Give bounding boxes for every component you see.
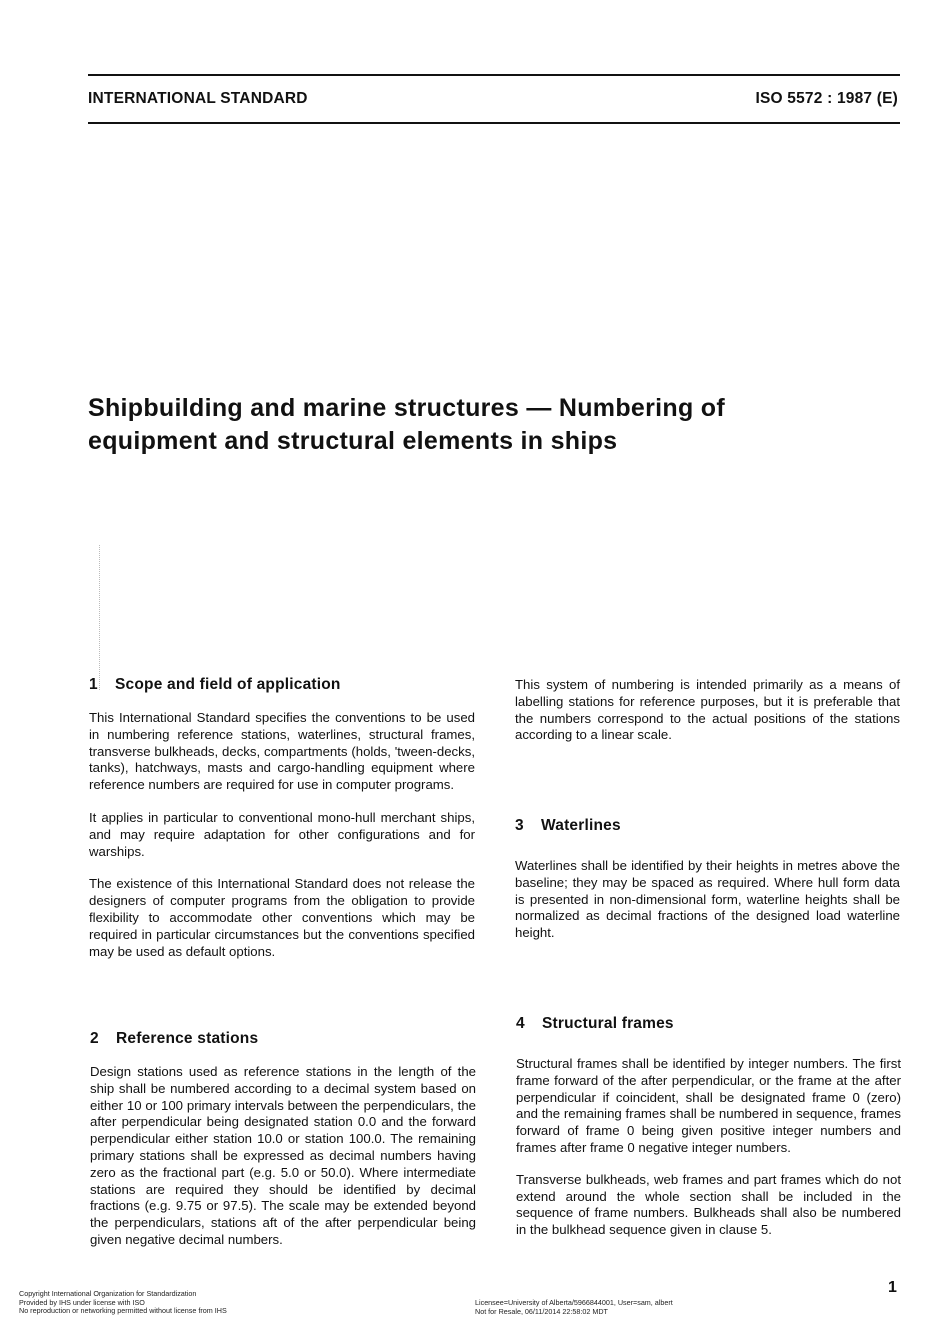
- section-title: Waterlines: [541, 817, 621, 834]
- paragraph: The existence of this International Standard does not release the designers of computer programs from the obligation to provide flexibility to accommodate other conventions which may be required in particular circumstances but the conventions specified may be used as default options.: [89, 876, 475, 959]
- section-2-continued: [515, 677, 900, 744]
- section-title: Structural frames: [542, 1015, 674, 1032]
- section-number: 3: [515, 817, 524, 834]
- section-title: Scope and field of application: [115, 676, 341, 693]
- paragraph: This International Standard specifies the conventions to be used in numbering reference stations, waterlines, structural frames, transverse bulkheads, decks, compartments (holds, 'tween-decks, tanks), hatchways, masts and cargo-handling equipment where reference numbers are required for use in computer programs.: [89, 710, 475, 793]
- section-1-heading: [89, 676, 341, 694]
- paragraph: Design stations used as reference stations in the length of the ship shall be numbered according to a decimal system based on either 10 or 100 primary intervals between the perpendiculars, the after perpendicular being designated station 0.0 and the forward perpendicular either station 10.0 or station 100.0. The remaining primary stations shall be expressed as decimal numbers having zero as the fractional part (e.g. 5.0 or 50.0). Where intermediate stations are required they should be identified by decimal fractions (e.g. 9.75 or 97.5). The scale may be extended beyond the perpendiculars, stations aft of the after perpendicular being given negative decimal numbers.: [90, 1064, 476, 1247]
- section-2-heading: [90, 1030, 258, 1048]
- header-document-id: ISO 5572 : 1987 (E): [755, 90, 898, 107]
- header-standard-label: INTERNATIONAL STANDARD: [88, 90, 308, 107]
- copyright-line: Provided by IHS under license with ISO: [19, 1297, 145, 1307]
- resale-line: Not for Resale, 06/11/2014 22:58:02 MDT: [475, 1306, 608, 1316]
- section-4-heading: [516, 1015, 674, 1033]
- section-number: 2: [90, 1030, 99, 1047]
- paragraph: It applies in particular to conventional mono-hull merchant ships, and may require adaptation for other configurations and for warships.: [89, 809, 475, 859]
- copyright-line: Copyright International Organization for Standardization: [19, 1289, 197, 1298]
- license-notice: [475, 1299, 673, 1316]
- section-3-heading: [515, 817, 621, 835]
- section-1-body: [89, 710, 475, 960]
- section-number: 1: [89, 676, 98, 693]
- paragraph: Waterlines shall be identified by their heights in metres above the baseline; they may be spaced as required. Where hull form data is presented in non-dimensional form, waterline heights shall be normalized as decimal fractions of the designed load waterline height.: [515, 858, 900, 941]
- copyright-notice: [19, 1290, 227, 1316]
- title-line-2: equipment and structural elements in ships: [88, 427, 618, 455]
- scan-artifact: [99, 545, 100, 690]
- paragraph: Transverse bulkheads, web frames and part frames which do not extend around the whole section shall be included in the sequence of frame numbers. Bulkheads shall also be numbered in the bulkhead sequence given in clause 5.: [516, 1171, 901, 1238]
- copyright-line: No reproduction or networking permitted without license from IHS: [19, 1306, 227, 1316]
- paragraph: This system of numbering is intended primarily as a means of labelling stations for reference purposes, but it is preferable that the numbers correspond to the actual positions of the stations according to a linear scale.: [515, 677, 900, 743]
- header-rule: [88, 122, 900, 124]
- section-4-body: [516, 1056, 901, 1239]
- document-title: [88, 392, 888, 458]
- section-3-body: [515, 858, 900, 942]
- licensee-line: Licensee=University of Alberta/5966844001, User=sam, albert: [475, 1298, 673, 1307]
- paragraph: Structural frames shall be identified by integer numbers. The first frame forward of the after perpendicular, or the frame at the after perpendicular if coincident, shall be designated frame 0 (zero) and the remaining frames shall be numbered in sequence, frames forward of frame 0 being given positive integer numbers and frames after frame 0 negative integer numbers.: [516, 1056, 901, 1155]
- page-number: 1: [888, 1279, 897, 1296]
- section-number: 4: [516, 1015, 525, 1032]
- top-rule: [88, 74, 900, 76]
- section-title: Reference stations: [116, 1030, 259, 1047]
- title-line-1: Shipbuilding and marine structures — Numbering of: [88, 394, 725, 422]
- section-2-body: [90, 1064, 476, 1249]
